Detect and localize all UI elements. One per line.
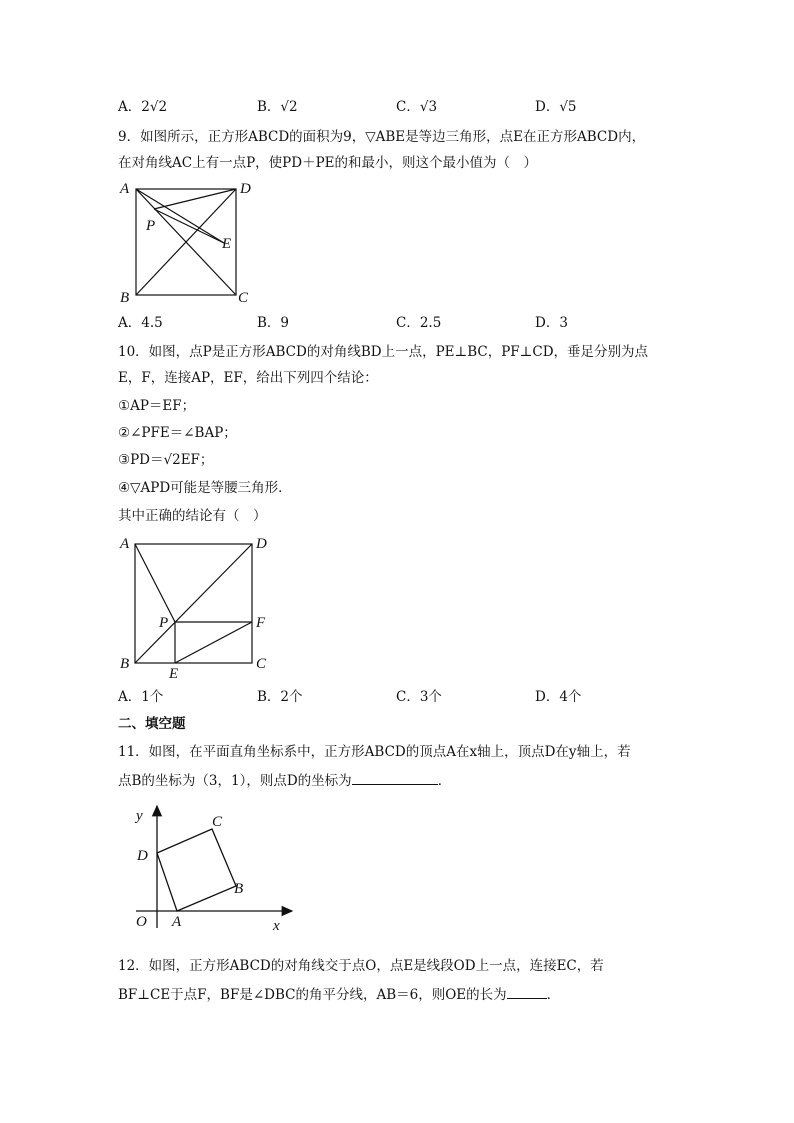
q9-label-c: C bbox=[238, 290, 249, 306]
q9-label-e: E bbox=[222, 236, 232, 252]
q10-option-d[interactable]: D．4个 bbox=[535, 689, 582, 705]
q10-conclusion-3: ③PD＝√2EF； bbox=[118, 452, 214, 468]
q10-label-c: C bbox=[256, 656, 267, 672]
q9-label-a: A bbox=[120, 181, 130, 197]
q11-label-a: A bbox=[172, 914, 182, 930]
q11-label-d: D bbox=[137, 848, 148, 864]
q10-label-d: D bbox=[256, 536, 267, 552]
q8-option-d[interactable]: D．√5 bbox=[535, 99, 577, 115]
q9-figure bbox=[114, 176, 264, 306]
q11-label-x: x bbox=[273, 918, 280, 934]
q11-stem-line2 bbox=[118, 770, 451, 790]
q10-segment-ef bbox=[175, 622, 252, 663]
q9-label-d: D bbox=[240, 181, 251, 197]
q10-diagonal-bd bbox=[135, 544, 252, 663]
q11-label-y: y bbox=[136, 808, 143, 824]
q11-square bbox=[157, 829, 236, 911]
q10-conclusion-4: ④▽APD可能是等腰三角形． bbox=[118, 480, 292, 496]
q10-question: 其中正确的结论有（ ） bbox=[118, 508, 267, 524]
q10-stem-line2: E，F，连接AP，EF，给出下列四个结论： bbox=[118, 370, 378, 386]
q9-option-d[interactable]: D．3 bbox=[535, 315, 568, 331]
q10-option-c[interactable]: C．3个 bbox=[396, 689, 442, 705]
q11-label-b: B bbox=[234, 881, 244, 897]
q9-option-a[interactable]: A．4.5 bbox=[118, 315, 163, 331]
q12-stem-line1: 12．如图，正方形ABCD的对角线交于点O，点E是线段OD上一点，连接EC，若 bbox=[118, 958, 604, 974]
q10-figure bbox=[114, 530, 279, 680]
q11-answer-blank[interactable] bbox=[352, 770, 438, 785]
q9-label-b: B bbox=[120, 290, 130, 306]
q12-stem-text: BF⊥CE于点F，BF是∠DBC的角平分线，AB＝6，则OE的长为 bbox=[118, 987, 507, 1003]
q11-label-o: O bbox=[136, 914, 147, 930]
q10-segment-ap bbox=[135, 544, 175, 622]
q10-stem-line1: 10．如图，点P是正方形ABCD的对角线BD上一点，PE⊥BC，PF⊥CD，垂足分别为点 bbox=[118, 344, 649, 360]
q9-stem-line2: 在对角线AC上有一点P，使PD＋PE的和最小，则这个最小值为（ ） bbox=[118, 155, 538, 171]
q10-label-a: A bbox=[120, 536, 130, 552]
q12-stem-line2 bbox=[118, 984, 560, 1004]
q8-option-b[interactable]: B．√2 bbox=[257, 99, 298, 115]
q9-segment-pd bbox=[154, 189, 236, 209]
section-title-fill-in: 二、填空题 bbox=[118, 716, 186, 732]
q10-label-p: P bbox=[159, 615, 169, 631]
q12-answer-blank[interactable] bbox=[507, 984, 547, 999]
q10-option-a[interactable]: A．1个 bbox=[118, 689, 164, 705]
q10-label-e: E bbox=[169, 666, 179, 680]
q9-segment-pe bbox=[154, 209, 224, 243]
q10-conclusion-2: ②∠PFE＝∠BAP； bbox=[118, 425, 237, 441]
q9-stem-line1: 9．如图所示，正方形ABCD的面积为9，▽ABE是等边三角形，点E在正方形ABCD内， bbox=[118, 129, 646, 145]
q11-period: ． bbox=[437, 773, 452, 789]
q9-option-b[interactable]: B．9 bbox=[257, 315, 290, 331]
q11-figure bbox=[130, 800, 300, 940]
q11-stem-text: 点B的坐标为（3，1），则点D的坐标为 bbox=[118, 773, 352, 789]
q10-option-b[interactable]: B．2个 bbox=[257, 689, 303, 705]
q11-label-c: C bbox=[212, 814, 223, 830]
q9-label-p: P bbox=[146, 218, 156, 234]
q8-option-c[interactable]: C．√3 bbox=[396, 99, 438, 115]
q12-period: ． bbox=[546, 987, 561, 1003]
q8-option-a[interactable]: A．2√2 bbox=[118, 99, 168, 115]
q11-stem-line1: 11．如图，在平面直角坐标系中，正方形ABCD的顶点A在x轴上，顶点D在y轴上，若 bbox=[118, 744, 631, 760]
q10-label-f: F bbox=[256, 615, 266, 631]
q9-option-c[interactable]: C．2.5 bbox=[396, 315, 442, 331]
q10-conclusion-1: ①AP＝EF； bbox=[118, 398, 196, 414]
q10-label-b: B bbox=[120, 656, 130, 672]
